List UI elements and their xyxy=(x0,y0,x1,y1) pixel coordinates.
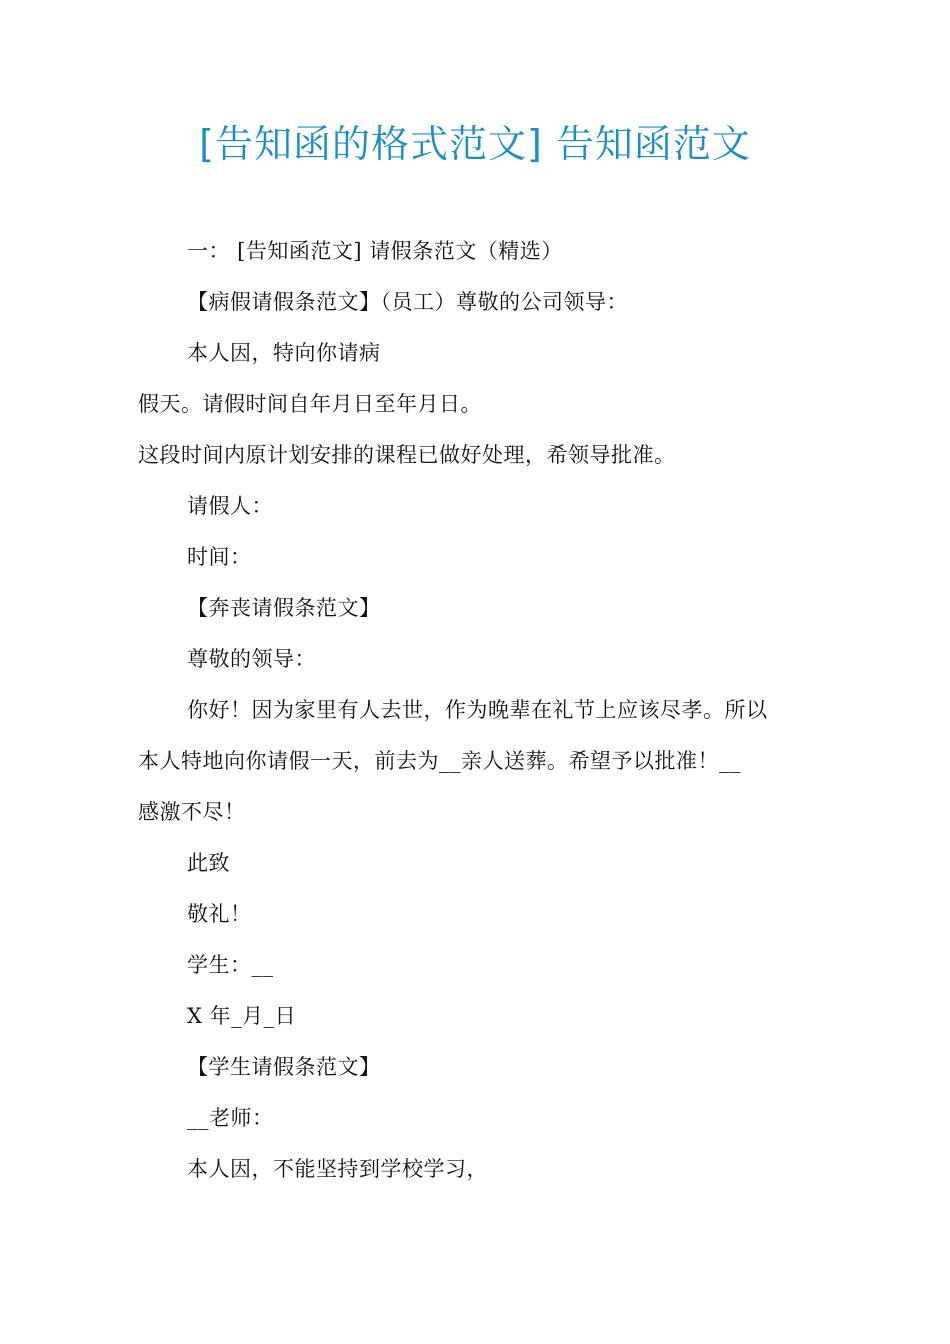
paragraph-line: 学生：__ xyxy=(187,953,274,977)
paragraph-line: 敬礼！ xyxy=(187,902,252,926)
paragraph-line: 【学生请假条范文】 xyxy=(187,1055,381,1079)
document-body xyxy=(0,226,950,1195)
paragraph-line: 时间： xyxy=(187,545,252,569)
paragraph-line: 请假人： xyxy=(187,494,273,518)
paragraph-line: 本人特地向你请假一天，前去为__亲人送葬。希望予以批准！__ xyxy=(138,749,741,773)
paragraph-line: 此致 xyxy=(187,851,230,875)
section-heading: 一： [告知函范文] 请假条范文（精选） xyxy=(187,239,563,263)
paragraph-line: __老师： xyxy=(187,1106,274,1130)
paragraph-line: 感激不尽！ xyxy=(138,800,246,824)
paragraph-line: 本人因，特向你请病 xyxy=(187,341,381,365)
paragraph-line: 这段时间内原计划安排的课程已做好处理，希领导批准。 xyxy=(138,443,676,467)
paragraph-line: 你好！因为家里有人去世，作为晚辈在礼节上应该尽孝。所以 xyxy=(187,698,768,722)
document-title: [告知函的格式范文] 告知函范文 xyxy=(199,122,751,166)
paragraph-line: 【奔丧请假条范文】 xyxy=(187,596,381,620)
paragraph-line: 本人因，不能坚持到学校学习， xyxy=(187,1157,488,1181)
paragraph-line: 【病假请假条范文】（员工）尊敬的公司领导： xyxy=(187,290,628,314)
paragraph-line: 尊敬的领导： xyxy=(187,647,316,671)
paragraph-line: X 年_月_日 xyxy=(187,1004,297,1028)
paragraph-line: 假天。请假时间自年月日至年月日。 xyxy=(138,392,482,416)
